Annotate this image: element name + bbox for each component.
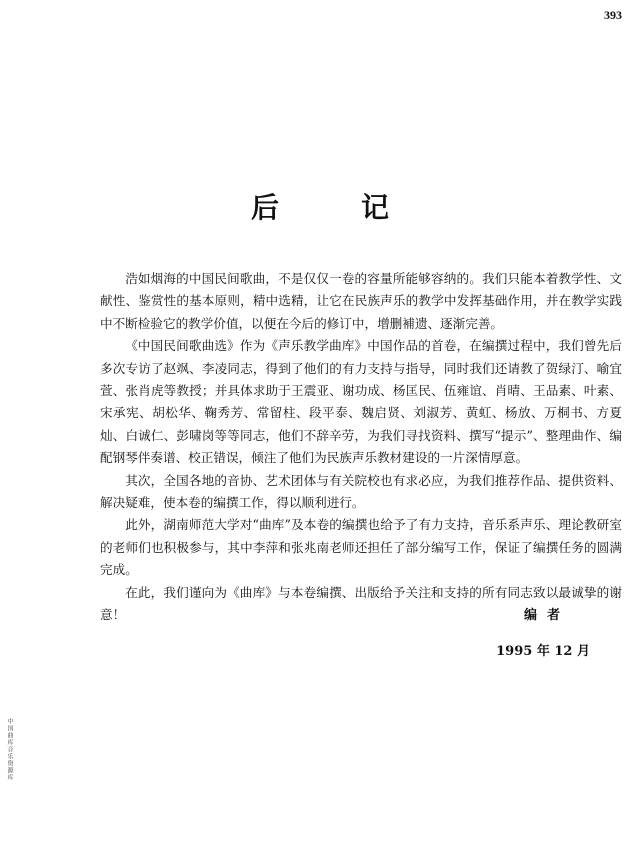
- paragraph-1: 浩如烟海的中国民间歌曲，不是仅仅一卷的容量所能够容纳的。我们只能本着教学性、文献性、鉴赏性的基本原则，精中选精，让它在民族声乐的教学中发挥基础作用，并在教学实践中不断检验它的教学价值，以便在今后的修订中，增删補遗、逐渐完善。: [100, 271, 622, 331]
- title-char-1: 后: [250, 191, 279, 224]
- title-char-2: 记: [361, 191, 390, 224]
- paragraph-4: 此外，湖南师范大学对“曲库”及本卷的编撰也给予了有力支持，音乐系声乐、理论教研室的老师们也积极参与，其中李萍和张兆南老师还担任了部分编写工作，保证了编撰任务的圆满完成。: [100, 517, 622, 578]
- paragraph-5: 在此，我们谨向为《曲库》与本卷编撰、出版给予关注和支持的所有同志致以最诚挚的谢意！: [100, 584, 622, 623]
- page-number: 393: [604, 8, 622, 22]
- signature: 编者: [523, 608, 570, 623]
- date: 1995 年 12 月: [496, 644, 590, 659]
- paragraph-2: 《中国民间歌曲选》作为《声乐教学曲库》中国作品的首卷，在编撰过程中，我们曾先后多次专访了赵飒、李凌同志，得到了他们的有力支持与指导，同时我们还请教了贺绿汀、喻宜萱、张肖虎等教授；并具体求助于王震亚、谢功成、杨匡民、伍雍谊、肖晴、王品素、叶素、宋承宪、胡松华、鞠秀芳、常留柱、段平泰、魏启贤、刘淑芳、黄虹、杨放、万桐书、方夏灿、白诚仁、彭啸岗等等同志，他们不辞辛劳，为我们寻找资料、撰写“提示”、整理曲作、编配钢琴伴奏谱、校正错误，倾注了他们为民族声乐教材建设的一片深情厚意。: [100, 338, 622, 466]
- body-text: [100, 268, 622, 627]
- margin-stamp: 中国曲库音乐资源库: [6, 718, 13, 781]
- paragraph-3: 其次，全国各地的音协、艺术团体与有关院校也有求必应，为我们推荐作品、提供资料、解决疑难，使本卷的编撰工作，得以顺利进行。: [100, 472, 622, 511]
- page-title: [0, 186, 640, 226]
